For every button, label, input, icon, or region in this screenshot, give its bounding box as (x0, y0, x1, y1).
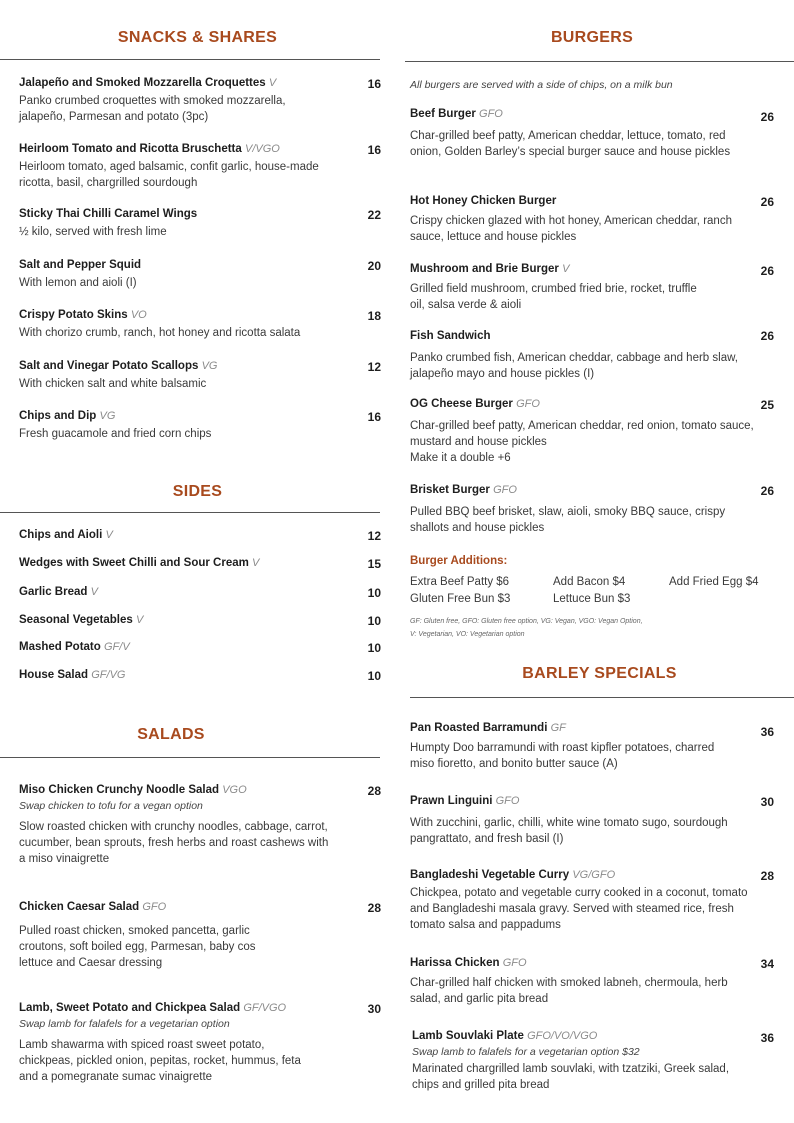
item-price: 10 (367, 586, 381, 600)
menu-item (19, 143, 381, 191)
item-description: Panko crumbed fish, American cheddar, cabbage and herb slaw, jalapeño mayo and house pickles (I) (410, 352, 738, 380)
item-price: 12 (367, 529, 381, 543)
dietary-tag: GFO/VO/VGO (527, 1030, 598, 1042)
item-description: Char-grilled half chicken with smoked labneh, chermoula, herb salad, and garlic pita bread (410, 977, 728, 1005)
side-item (19, 529, 381, 541)
item-name: Lamb Souvlaki Plate (412, 1030, 524, 1042)
menu-item (410, 263, 774, 313)
menu-item (19, 77, 381, 125)
item-price: 26 (760, 484, 774, 498)
item-price: 26 (760, 195, 774, 209)
item-price: 16 (367, 410, 381, 424)
snacks-section-title: SNACKS & SHARES (117, 29, 278, 46)
burger-addition: Lettuce Bun $3 (553, 593, 631, 605)
item-note: Swap lamb for falafels for a vegetarian option (19, 1018, 230, 1030)
item-description: Heirloom tomato, aged balsamic, confit garlic, house-made ricotta, basil, chargrilled sourdough (19, 161, 319, 189)
salads-section-title: SALADS (137, 726, 205, 743)
menu-item (410, 957, 774, 1007)
dietary-tag: GF/VGO (243, 1002, 287, 1014)
menu-item (412, 1030, 774, 1093)
item-price: 28 (367, 784, 381, 798)
item-description: Chickpea, potato and vegetable curry cooked in a coconut, tomato and Bangladeshi masala gravy. Served with steamed rice, fresh tomato salsa and pappadums (410, 887, 748, 931)
dietary-tag: VG/GFO (572, 869, 616, 881)
item-note: Swap chicken to tofu for a vegan option (19, 800, 203, 812)
item-name: OG Cheese Burger (410, 398, 513, 410)
item-price: 30 (367, 1002, 381, 1016)
item-name: Chips and Aioli (19, 529, 103, 541)
menu-item (19, 360, 381, 392)
item-description: With lemon and aioli (I) (19, 277, 137, 289)
item-name: Mashed Potato (19, 641, 101, 653)
item-price: 30 (760, 795, 774, 809)
item-description: Pulled BBQ beef brisket, slaw, aioli, smoky BBQ sauce, crispy shallots and house pickles (410, 506, 726, 534)
item-price: 28 (367, 901, 381, 915)
dietary-tag: GFO (502, 957, 527, 969)
menu-item (19, 259, 381, 291)
item-description: Lamb shawarma with spiced roast sweet potato, chickpeas, pickled onion, pepitas, rocket, hummus, feta and a pomegranate sumac vinaigrette (19, 1039, 301, 1083)
item-name: Lamb, Sweet Potato and Chickpea Salad (19, 1002, 241, 1014)
dietary-tag: V (90, 586, 98, 598)
item-name: Sticky Thai Chilli Caramel Wings (19, 208, 198, 220)
item-price: 16 (367, 143, 381, 157)
dietary-tag: GFO (495, 795, 520, 807)
dietary-tag: V (268, 77, 277, 89)
item-price: 34 (760, 957, 774, 971)
item-description: Pulled roast chicken, smoked pancetta, garlic croutons, soft boiled egg, Parmesan, baby cos lettuce and Caesar dressing (19, 925, 256, 969)
side-item (19, 586, 381, 598)
menu-item (410, 722, 774, 772)
item-description: Panko crumbed croquettes with smoked mozzarella, jalapeño, Parmesan and potato (3pc) (19, 95, 286, 123)
dietary-tag: VG (99, 410, 116, 422)
item-price: 26 (760, 110, 774, 124)
burger-addition: Extra Beef Patty $6 (410, 576, 510, 588)
item-name: Miso Chicken Crunchy Noodle Salad (19, 784, 220, 796)
dietary-tag: GFO (493, 484, 517, 496)
dietary-tag: GFO (516, 398, 540, 410)
menu-item (19, 208, 381, 240)
menu-item (19, 784, 381, 867)
item-description: Char-grilled beef patty, American cheddar, lettuce, tomato, red onion, Golden Barley’s special burger sauce and house pickles (410, 130, 731, 158)
side-item (19, 614, 381, 626)
item-price: 36 (760, 725, 774, 739)
dietary-tag: VO (130, 309, 147, 321)
item-name: Beef Burger (410, 108, 476, 120)
item-name: Chicken Caesar Salad (19, 901, 140, 913)
item-extra: Make it a double +6 (410, 452, 511, 464)
dietary-tag: GF/VG (91, 669, 126, 681)
side-item (19, 557, 381, 569)
specials-divider (410, 697, 794, 698)
dietary-tag: V (136, 614, 144, 626)
item-name: Salt and Vinegar Potato Scallops (19, 360, 199, 372)
dietary-tag: VGO (222, 784, 247, 796)
salads-divider (0, 757, 380, 758)
item-description: With zucchini, garlic, chilli, white wine tomato sugo, sourdough pangrattato, and fresh basil (I) (410, 817, 728, 845)
menu-item (410, 330, 774, 382)
item-name: Prawn Linguini (410, 795, 493, 807)
item-name: Bangladeshi Vegetable Curry (410, 869, 570, 881)
burger-addition: Gluten Free Bun $3 (410, 593, 511, 605)
item-price: 28 (760, 869, 774, 883)
burgers-intro: All burgers are served with a side of chips, on a milk bun (410, 79, 673, 91)
side-item (19, 641, 381, 653)
specials-section-title: BARLEY SPECIALS (522, 665, 677, 682)
item-description: Char-grilled beef patty, American cheddar, red onion, tomato sauce, mustard and house pickles (410, 420, 754, 448)
item-description: Crispy chicken glazed with hot honey, American cheddar, ranch sauce, lettuce and house pickles (410, 215, 732, 243)
dietary-legend: GF: Gluten free, GFO: Gluten free option, VG: Vegan, VGO: Vegan Option, V: Vegetarian, VO: Vegetarian option (410, 618, 643, 638)
menu-item (19, 410, 381, 442)
menu-item (410, 795, 774, 847)
item-description: Fresh guacamole and fried corn chips (19, 428, 212, 440)
item-name: Jalapeño and Smoked Mozzarella Croquettes (19, 77, 266, 89)
item-price: 12 (367, 360, 381, 374)
dietary-tag: GF/V (104, 641, 130, 653)
item-note: Swap lamb to falafels for a vegetarian option $32 (412, 1046, 640, 1058)
item-price: 25 (760, 398, 774, 412)
item-description: Slow roasted chicken with crunchy noodles, cabbage, carrot, cucumber, bean sprouts, fresh herbs and roast cashews with a miso vinaigrette (19, 821, 329, 865)
item-price: 16 (367, 77, 381, 91)
item-name: Harissa Chicken (410, 957, 500, 969)
menu-item (19, 901, 381, 971)
item-price: 10 (367, 641, 381, 655)
item-name: Mushroom and Brie Burger (410, 263, 559, 275)
snacks-divider (0, 59, 380, 60)
item-description: With chicken salt and white balsamic (19, 378, 207, 390)
dietary-tag: V/VGO (245, 143, 280, 155)
item-description: Grilled field mushroom, crumbed fried brie, rocket, truffle oil, salsa verde & aioli (410, 283, 697, 311)
menu-item (410, 108, 774, 160)
item-price: 10 (367, 614, 381, 628)
item-name: Garlic Bread (19, 586, 88, 598)
item-name: Chips and Dip (19, 410, 97, 422)
item-price: 26 (760, 264, 774, 278)
dietary-tag: V (562, 263, 570, 275)
menu-item (410, 484, 774, 536)
burger-addition: Add Bacon $4 (553, 576, 626, 588)
item-description: Marinated chargrilled lamb souvlaki, with tzatziki, Greek salad, chips and grilled pita bread (412, 1063, 730, 1091)
item-description: Humpty Doo barramundi with roast kipfler potatoes, charred miso fioretto, and bonito butter sauce (A) (410, 742, 715, 770)
menu-item (19, 309, 381, 341)
menu-item (410, 195, 774, 245)
item-price: 20 (367, 259, 381, 273)
menu-item (19, 1002, 381, 1085)
item-name: Fish Sandwich (410, 330, 491, 342)
item-name: Pan Roasted Barramundi (410, 722, 548, 734)
dietary-tag: V (252, 557, 260, 569)
item-name: Seasonal Vegetables (19, 614, 133, 626)
item-price: 26 (760, 329, 774, 343)
item-price: 15 (367, 557, 381, 571)
item-price: 36 (760, 1031, 774, 1045)
item-name: Wedges with Sweet Chilli and Sour Cream (19, 557, 249, 569)
item-name: Crispy Potato Skins (19, 309, 128, 321)
item-description: With chorizo crumb, ranch, hot honey and ricotta salata (19, 327, 301, 339)
dietary-tag: VG (201, 360, 218, 372)
burger-additions-title: Burger Additions: (410, 555, 508, 567)
burger-addition: Add Fried Egg $4 (669, 576, 759, 588)
burgers-divider (405, 61, 794, 62)
dietary-tag: GFO (142, 901, 167, 913)
item-price: 22 (367, 208, 381, 222)
item-name: House Salad (19, 669, 89, 681)
menu-item (410, 398, 774, 466)
dietary-tag: V (105, 529, 113, 541)
dietary-tag: GF (550, 722, 566, 734)
item-name: Heirloom Tomato and Ricotta Bruschetta (19, 143, 242, 155)
item-name: Brisket Burger (410, 484, 490, 496)
dietary-tag: GFO (479, 108, 503, 120)
burgers-section-title: BURGERS (550, 29, 634, 46)
side-item (19, 669, 381, 681)
sides-section-title: SIDES (172, 483, 223, 500)
item-name: Hot Honey Chicken Burger (410, 195, 557, 207)
item-description: ½ kilo, served with fresh lime (19, 226, 167, 238)
item-price: 18 (367, 309, 381, 323)
sides-divider (0, 512, 380, 513)
item-name: Salt and Pepper Squid (19, 259, 142, 271)
menu-item (410, 869, 774, 933)
item-price: 10 (367, 669, 381, 683)
